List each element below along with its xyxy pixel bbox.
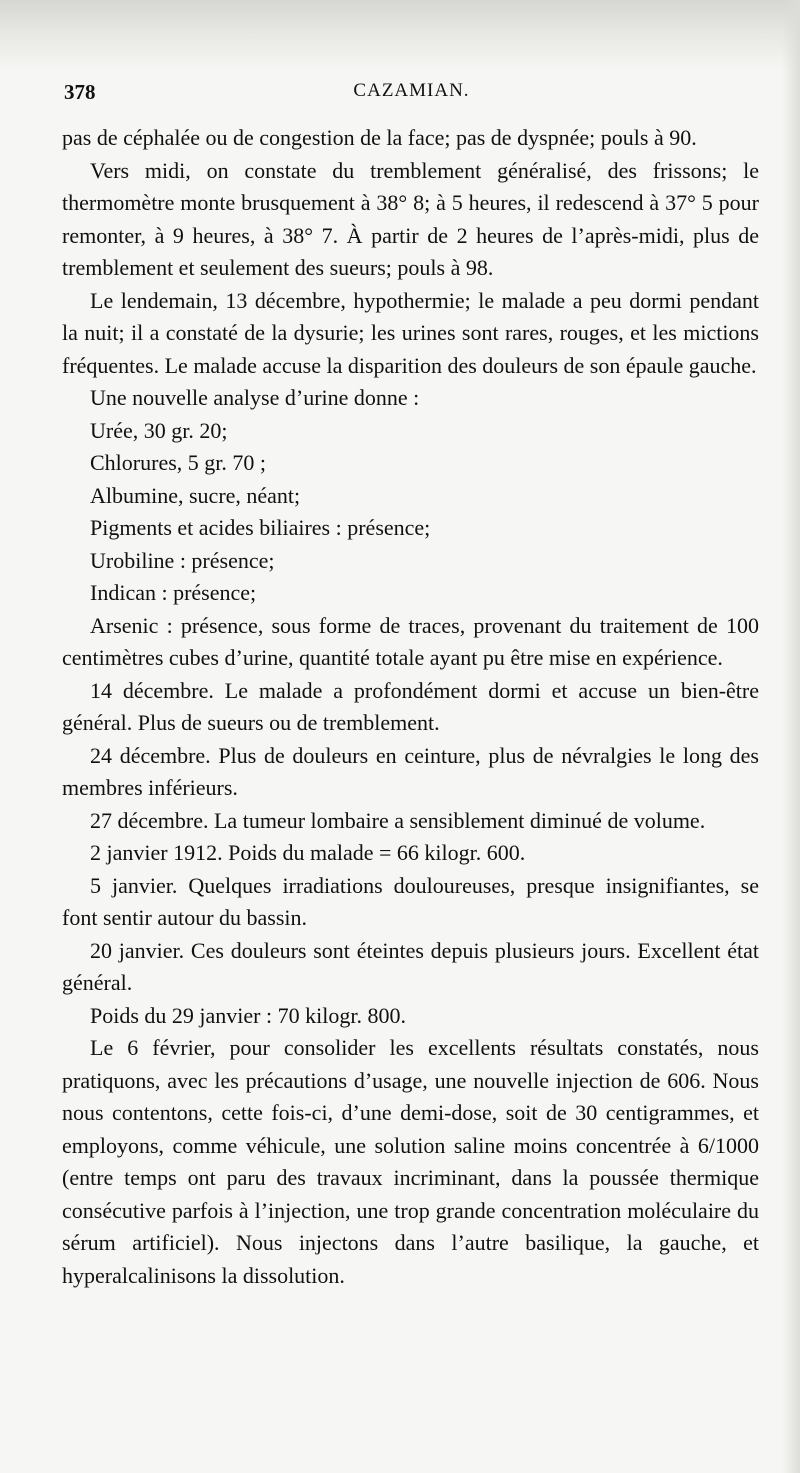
scan-right-shadow [782,0,800,1473]
page-body [62,122,759,1292]
paragraph-continuation: pas de céphalée ou de congestion de la face; pas de dyspnée; pouls à 90. [62,125,697,150]
paragraph: Vers midi, on constate du tremblement généralisé, des frissons; le thermomètre monte brusquement à 38° 8; à 5 heures, il redescend à 37° 5 pour remonter, à 9 heures, à 38° 7. À partir de 2 heures de l’après-midi, plus de tremblement et seulement des sueurs; pouls à 98. [62,157,759,280]
analysis-item: Chlorures, 5 gr. 70 ; [90,450,266,475]
dated-entry: Poids du 29 janvier : 70 kilogr. 800. [90,1002,406,1028]
dated-entry: 27 décembre. La tumeur lombaire a sensiblement diminué de volume. [90,807,706,833]
dated-entry: 2 janvier 1912. Poids du malade = 66 kilogr. 600. [90,840,526,865]
analysis-intro: Une nouvelle analyse d’urine donne : [90,385,420,410]
scan-edge-shadow [0,0,800,70]
analysis-item: Indican : présence; [90,580,257,605]
analysis-item: Albumine, sucre, néant; [90,482,301,508]
analysis-item: Urobiline : présence; [90,547,275,573]
analysis-item: Pigments et acides biliaires : présence; [90,515,431,540]
paragraph: Le lendemain, 13 décembre, hypothermie; le malade a peu dormi pendant la nuit; il a constaté de la dysurie; les urines sont rares, rouges, et les mictions fréquentes. Le malade accuse la disparition des douleurs de son épaule gauche. [62,287,759,378]
analysis-item: Arsenic : présence, sous forme de traces, provenant du traitement de 100 centimètres cubes d’urine, quantité totale ayant pu être mise en expérience. [62,612,759,670]
dated-entry: 20 janvier. Ces douleurs sont éteintes depuis plusieurs jours. Excellent état général. [62,937,759,995]
page-header [64,80,759,110]
running-head: CAZAMIAN. [353,80,470,101]
paragraph: Le 6 février, pour consolider les excellents résultats constatés, nous pratiquons, avec les précautions d’usage, une nouvelle injection de 606. Nous nous contentons, cette fois-ci, d’une demi-dose, soit de 30 centigrammes, et employons, comme véhicule, une solution saline moins concentrée à 6/1000 (entre temps ont paru des travaux incriminant, dans la poussée thermique consécutive parfois à l’injection, une trop grande concentration moléculaire du sérum artificiel). Nous injectons dans l’autre basilique, la gauche, et hyperalcalinisons la dissolution. [62,1035,759,1288]
dated-entry: 24 décembre. Plus de douleurs en ceinture, plus de névralgies le long des membres inférieurs. [62,742,759,800]
dated-entry: 14 décembre. Le malade a profondément dormi et accuse un bien-être général. Plus de sueurs ou de tremblement. [62,677,759,735]
page-number: 378 [64,80,96,104]
dated-entry: 5 janvier. Quelques irradiations douloureuses, presque insignifiantes, se font sentir autour du bassin. [62,872,759,930]
analysis-item: Urée, 30 gr. 20; [90,417,228,443]
